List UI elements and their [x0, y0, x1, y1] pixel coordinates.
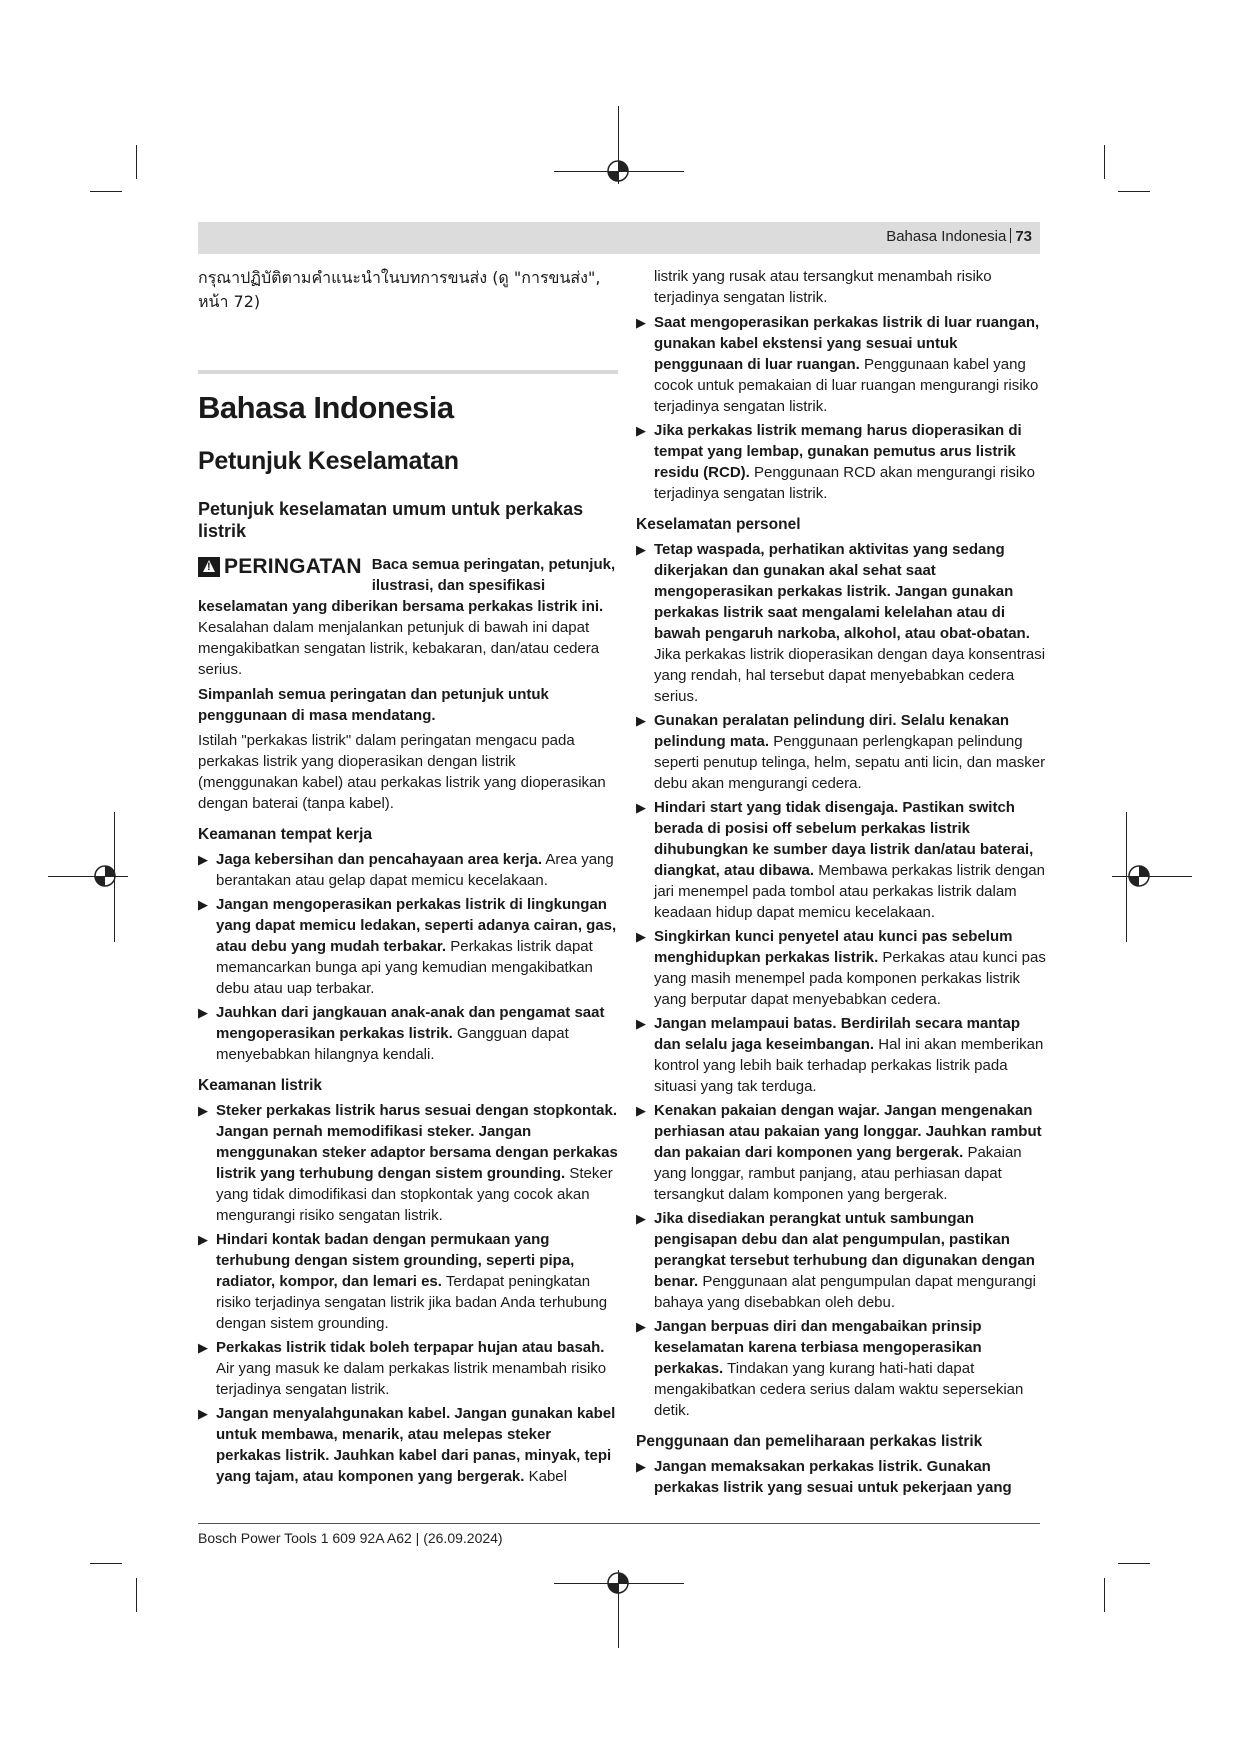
- crop-mark: [136, 1578, 137, 1612]
- warning-block: [198, 554, 618, 680]
- crop-mark: [1104, 1578, 1105, 1612]
- section-divider: [198, 370, 618, 374]
- keep-instructions: Simpanlah semua peringatan dan petunjuk untuk penggunaan di masa mendatang.: [198, 686, 549, 724]
- list-item: ▶ Jangan melampaui batas. Berdirilah secara mantap dan selalu jaga keseimbangan. Hal ini akan memberikan kontrol yang lebih baik terhadap perkakas listrik pada situasi yang tak terduga.: [636, 1015, 1044, 1095]
- list-item: ▶ Jangan memaksakan perkakas listrik. Gunakan perkakas listrik yang sesuai untuk pekerjaan yang: [636, 1458, 1012, 1496]
- warning-triangle-icon: [198, 557, 220, 577]
- list-item: ▶ Hindari kontak badan dengan permukaan yang terhubung dengan sistem grounding, seperti pipa, radiator, kompor, dan lemari es. Terdapat peningkatan risiko terjadinya sengatan listrik jika badan Anda terhubung dengan sistem grounding.: [198, 1231, 608, 1332]
- personal-heading: Keselamatan personel: [636, 516, 801, 533]
- registration-target-icon: [605, 1570, 631, 1596]
- warning-bold: Baca semua peringatan, petunjuk, ilustrasi, dan spesifikasi keselamatan yang diberikan bersama perkakas listrik ini.: [198, 556, 616, 615]
- registration-target-icon: [92, 863, 118, 889]
- list-item: ▶ Gunakan peralatan pelindung diri. Selalu kenakan pelindung mata. Penggunaan perlengkapan pelindung seperti penutup telinga, helm, sepatu anti licin, dan masker debu akan mengurangi cedera.: [636, 712, 1046, 792]
- list-item: ▶ Jika perkakas listrik memang harus dioperasikan di tempat yang lembap, gunakan pemutus arus listrik residu (RCD). Penggunaan RCD akan mengurangi risiko terjadinya sengatan listrik.: [636, 422, 1036, 502]
- crop-mark: [1118, 191, 1150, 192]
- continued-text: listrik yang rusak atau tersangkut menambah risiko terjadinya sengatan listrik.: [654, 268, 992, 306]
- bullet-arrow-icon: ▶: [198, 1005, 208, 1020]
- crop-mark: [1104, 145, 1105, 179]
- electrical-heading: Keamanan listrik: [198, 1077, 323, 1094]
- bullet-arrow-icon: ▶: [636, 1103, 646, 1118]
- registration-line: [1112, 876, 1192, 877]
- bullet-arrow-icon: ▶: [636, 1459, 646, 1474]
- bullet-arrow-icon: ▶: [636, 1211, 646, 1226]
- registration-target-icon: [605, 158, 631, 184]
- page-header: [198, 222, 1040, 254]
- thai-note: กรุณาปฏิบัติตามคำแนะนำในบทการขนส่ง (ดู "การขนส่ง", หน้า 72): [198, 268, 601, 311]
- bullet-arrow-icon: ▶: [198, 1103, 208, 1118]
- list-item: ▶ Jangan menyalahgunakan kabel. Jangan gunakan kabel untuk membawa, menarik, atau melepas steker perkakas listrik. Jauhkan kabel dari panas, minyak, tepi yang tajam, atau komponen yang bergerak. Kabel: [198, 1405, 616, 1485]
- warning-badge: [198, 556, 362, 577]
- document-subtitle: Petunjuk Keselamatan: [198, 447, 459, 475]
- header-section: Bahasa Indonesia: [886, 228, 1007, 245]
- electrical-list: [198, 1100, 618, 1487]
- work-area-list: [198, 849, 618, 1065]
- bullet-arrow-icon: ▶: [636, 542, 646, 557]
- term-definition: Istilah "perkakas listrik" dalam peringatan mengacu pada perkakas listrik yang dioperasikan dengan listrik (menggunakan kabel) atau perkakas listrik yang dioperasikan dengan baterai (tanpa kabel).: [198, 732, 606, 812]
- page-footer: Bosch Power Tools 1 609 92A A62 | (26.09.2024): [198, 1530, 503, 1546]
- bullet-arrow-icon: ▶: [198, 897, 208, 912]
- bullet-arrow-icon: ▶: [636, 713, 646, 728]
- bullet-arrow-icon: ▶: [198, 1340, 208, 1355]
- bullet-arrow-icon: ▶: [636, 1319, 646, 1334]
- warning-label: PERINGATAN: [224, 555, 362, 578]
- bullet-arrow-icon: ▶: [636, 315, 646, 330]
- list-item: ▶ Jaga kebersihan dan pencahayaan area kerja. Area yang berantakan atau gelap dapat memicu kecelakaan.: [198, 851, 614, 889]
- list-item: ▶ Jangan berpuas diri dan mengabaikan prinsip keselamatan karena terbiasa mengoperasikan perkakas. Tindakan yang kurang hati-hati dapat mengakibatkan cedera serius dalam waktu sepersekian detik.: [636, 1318, 1024, 1419]
- list-item: ▶ Perkakas listrik tidak boleh terpapar hujan atau basah. Air yang masuk ke dalam perkakas listrik menambah risiko terjadinya sengatan listrik.: [198, 1339, 607, 1398]
- usage-heading: Penggunaan dan pemeliharaan perkakas listrik: [636, 1433, 983, 1450]
- electrical-list-continued: [636, 312, 1048, 504]
- list-item: ▶ Kenakan pakaian dengan wajar. Jangan mengenakan perhiasan atau pakaian yang longgar. Jauhkan rambut dan pakaian dari komponen yang bergerak. Pakaian yang longgar, rambut panjang, atau perhiasan dapat tersangkut dalam komponen yang bergerak.: [636, 1102, 1042, 1203]
- crop-mark: [90, 191, 122, 192]
- list-item: ▶ Singkirkan kunci penyetel atau kunci pas sebelum menghidupkan perkakas listrik. Perkakas atau kunci pas yang masih menempel pada komponen perkakas listrik yang berputar dapat menyebabkan cedera.: [636, 928, 1046, 1008]
- bullet-arrow-icon: ▶: [198, 852, 208, 867]
- personal-list: [636, 539, 1048, 1421]
- list-item: ▶ Jika disediakan perangkat untuk sambungan pengisapan debu dan alat pengumpulan, pastikan perangkat tersebut terhubung dan digunakan dengan benar. Penggunaan alat pengumpulan dapat mengurangi bahaya yang disebabkan oleh debu.: [636, 1210, 1036, 1311]
- page-number: 73: [1015, 228, 1032, 245]
- bullet-arrow-icon: ▶: [636, 423, 646, 438]
- document-title: Bahasa Indonesia: [198, 390, 454, 425]
- list-item: ▶ Jauhkan dari jangkauan anak-anak dan pengamat saat mengoperasikan perkakas listrik. Gangguan dapat menyebabkan hilangnya kendali.: [198, 1004, 605, 1063]
- list-item: ▶ Tetap waspada, perhatikan aktivitas yang sedang dikerjakan dan gunakan akal sehat saat mengoperasikan perkakas listrik. Jangan gunakan perkakas listrik saat mengalami kelelahan atau di bawah pengaruh narkoba, alkohol, atau obat-obatan. Jika perkakas listrik dioperasikan dengan daya konsentrasi yang rendah, hal tersebut dapat menyebabkan cedera serius.: [636, 541, 1046, 705]
- list-item: ▶ Steker perkakas listrik harus sesuai dengan stopkontak. Jangan pernah memodifikasi steker. Jangan menggunakan steker adaptor bersama dengan perkakas listrik yang terhubung dengan sistem grounding. Steker yang tidak dimodifikasi dan stopkontak yang cocok akan mengurangi risiko sengatan listrik.: [198, 1102, 618, 1224]
- usage-list: [636, 1456, 1048, 1498]
- header-label: [886, 228, 1032, 245]
- registration-target-icon: [1126, 863, 1152, 889]
- bullet-arrow-icon: ▶: [198, 1232, 208, 1247]
- crop-mark: [136, 145, 137, 179]
- work-area-heading: Keamanan tempat kerja: [198, 826, 373, 843]
- crop-mark: [90, 1563, 122, 1564]
- list-item: ▶ Saat mengoperasikan perkakas listrik di luar ruangan, gunakan kabel ekstensi yang sesuai untuk penggunaan di luar ruangan. Penggunaan kabel yang cocok untuk pemakaian di luar ruangan mengurangi risiko terjadinya sengatan listrik.: [636, 314, 1040, 415]
- footer-divider: [198, 1523, 1040, 1524]
- bullet-arrow-icon: ▶: [636, 800, 646, 815]
- left-column: [198, 266, 618, 1490]
- list-item: ▶ Jangan mengoperasikan perkakas listrik di lingkungan yang dapat memicu ledakan, seperti adanya cairan, gas, atau debu yang mudah terbakar. Perkakas listrik dapat memancarkan bunga api yang kemudian mengakibatkan debu atau uap terbakar.: [198, 896, 617, 997]
- section-heading: Petunjuk keselamatan umum untuk perkakas listrik: [198, 499, 584, 541]
- crop-mark: [1118, 1563, 1150, 1564]
- list-item: ▶ Hindari start yang tidak disengaja. Pastikan switch berada di posisi off sebelum perkakas listrik dihubungkan ke sumber daya listrik dan/atau baterai, diangkat, atau dibawa. Membawa perkakas listrik dengan jari menempel pada tombol atau perkakas listrik dalam keadaan hidup dapat memicu kecelakaan.: [636, 799, 1045, 921]
- bullet-arrow-icon: ▶: [636, 1016, 646, 1031]
- bullet-arrow-icon: ▶: [636, 929, 646, 944]
- bullet-arrow-icon: ▶: [198, 1406, 208, 1421]
- right-column: [636, 266, 1048, 1501]
- warning-text: Kesalahan dalam menjalankan petunjuk di bawah ini dapat mengakibatkan sengatan listrik, kebakaran, dan/atau cedera serius.: [198, 619, 600, 678]
